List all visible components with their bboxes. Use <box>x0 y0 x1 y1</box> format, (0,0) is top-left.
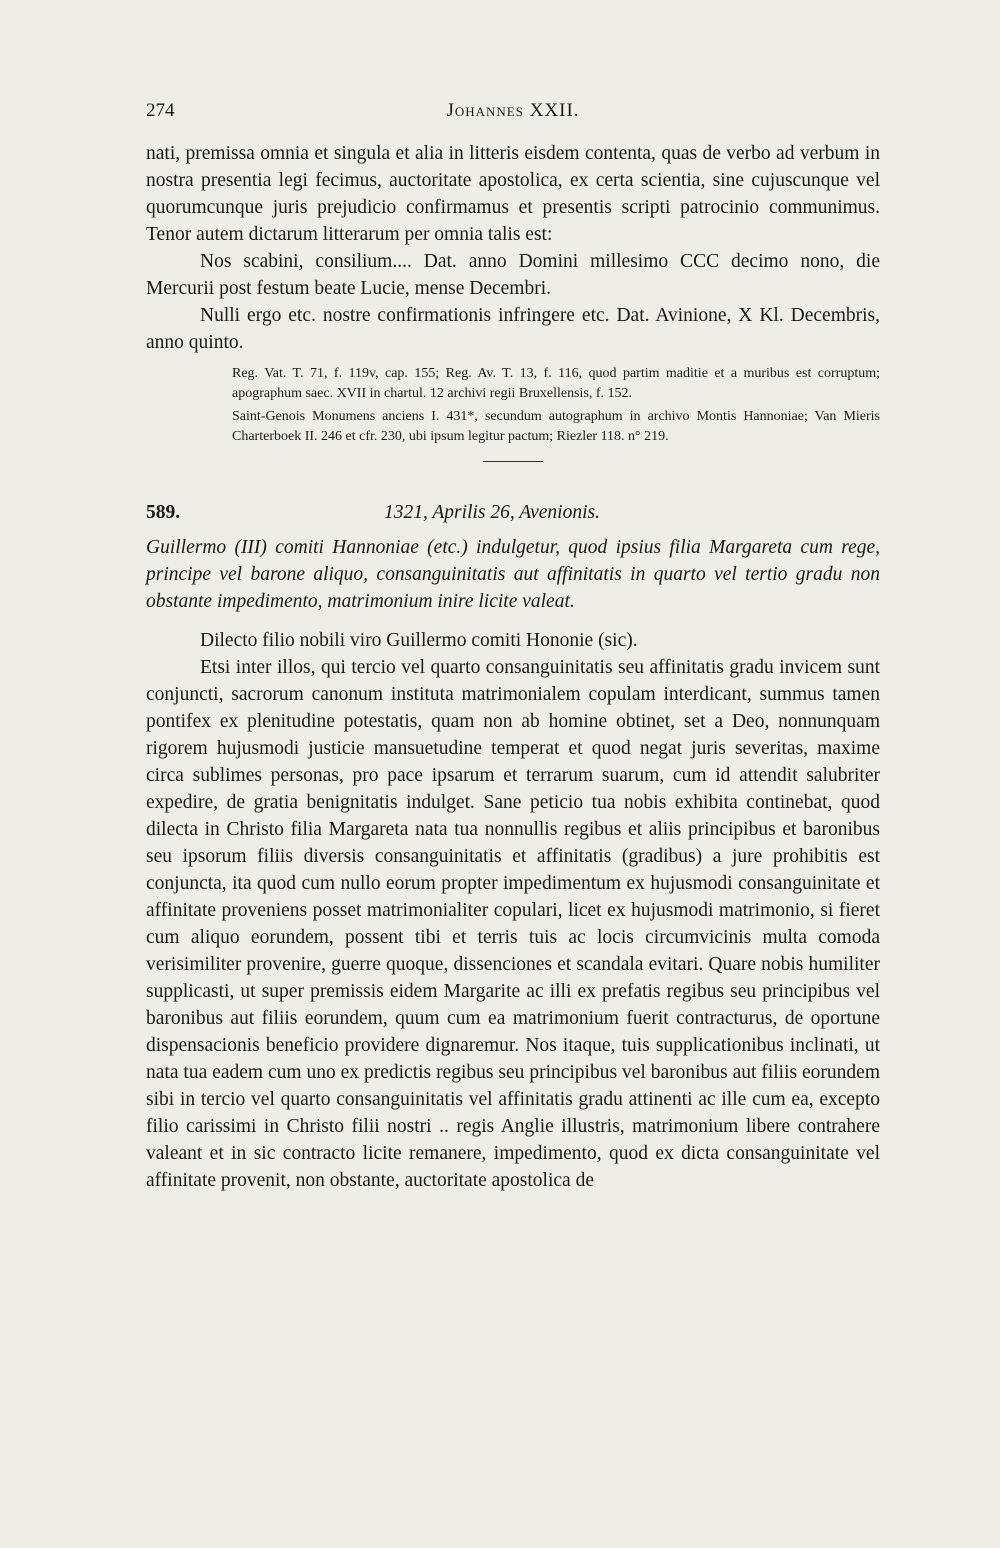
page-header <box>146 100 880 140</box>
closing-paragraph: Nulli ergo etc. nostre confirmationis infringere etc. Dat. Avinione, X Kl. Decembris, anno quinto. <box>146 305 880 353</box>
source-notes <box>146 364 880 447</box>
running-title: Johannes XXII. <box>446 100 580 121</box>
source-note: Reg. Vat. T. 71, f. 119v, cap. 155; Reg. Av. T. 13, f. 116, quod partim maditie et a muribus est corruptum; apographum saec. XVII in chartul. 12 archivi regii Bruxellensis, f. 152. <box>232 366 880 401</box>
document-addressee: Dilecto filio nobili viro Guillermo comiti Hononie (sic). <box>200 630 638 651</box>
quoted-charter-paragraph: Nos scabini, consilium.... Dat. anno Domini millesimo CCC decimo nono, die Mercurii post festum beate Lucie, mense Decembri. <box>146 251 880 299</box>
document-summary: Guillermo (III) comiti Hannoniae (etc.) indulgetur, quod ipsius filia Margareta cum rege, principe vel barone aliquo, consanguinitatis aut affinitatis in quarto vel tertio gradu non obstante impedimento, matrimonium inire licite valeat. <box>146 537 880 612</box>
document-heading <box>146 502 880 532</box>
document-number: 589. <box>146 502 181 523</box>
letter-text: Etsi inter illos, qui tercio vel quarto consanguinitatis seu affinitatis gradu invicem sunt conjuncti, sacrorum canonum instituta matrimonialem copulam interdicant, summus tamen pontifex ex plenitudine potestatis, quam non ab homine obtinet, set a Deo, nonnunquam rigorem hujusmodi justicie mansuetudine temperat et quod negat juris severitas, maxime circa sublimes personas, pro pace ipsarum et terrarum suarum, cum id attendit salubriter expedire, de gratia benignitatis indulget. Sane peticio tua nobis exhibita continebat, quod dilecta in Christo filia Margareta nata tua nonnullis regibus et aliis principibus et baronibus seu ipsorum filiis diversis consanguinitatis et affinitatis (gradibus) a jure prohibitis est conjuncta, ita quod cum nullo eorum propter impedimentum ex hujusmodi consanguinitate et affinitate proveniens posset matrimonialiter copulari, licet ex hujusmodi matrimonio, si fieret cum aliquo eorundem, possent tibi et terris tuis ac locis circumvicinis multa comoda verisimiliter provenire, guerre quoque, dissenciones et scandala evitari. Quare nobis humiliter supplicasti, ut super premissis eidem Margarite ac illi ex prefatis regibus seu principibus vel baronibus aut filiis eorundem, quum cum ea matrimonium fuerit contracturus, de oportune dispensacionis beneficio providere dignaremur. Nos itaque, tuis supplicationibus inclinati, ut nata tua eadem cum uno ex predictis regibus seu principibus vel baronibus aut filiis eorundem sibi in tercio vel quarto consanguinitatis vel affinitatis gradu attinenti ac ille cum ea, excepto filio carissimi in Christo filii nostri .. regis Anglie illustris, matrimonium libere contrahere valeant et in sic contracto licite remanere, impedimento, quod ex dicta consanguinitate vel affinitate provenit, non obstante, auctoritate apostolica de <box>146 657 880 1191</box>
continuation-paragraph: nati, premissa omnia et singula et alia in litteris eisdem contenta, quas de verbo ad verbum in nostra presentia legi fecimus, auctoritate apostolica, ex certa scientia, sine cujuscunque vel quorumcunque juris prejudicio confirmamus et presentis scripti patrocinio communimus. Tenor autem dictarum litterarum per omnia talis est: <box>146 143 880 245</box>
page <box>146 100 880 1194</box>
document-date: 1321, Aprilis 26, Avenionis. <box>384 502 600 523</box>
section-divider <box>483 461 543 462</box>
page-number: 274 <box>146 100 175 121</box>
source-note: Saint-Genois Monumens anciens I. 431*, secundum autographum in archivo Montis Hannoniae; Van Mieris Charterboek II. 246 et cfr. 230, ubi ipsum legitur pactum; Riezler 118. n° 219. <box>232 409 880 444</box>
